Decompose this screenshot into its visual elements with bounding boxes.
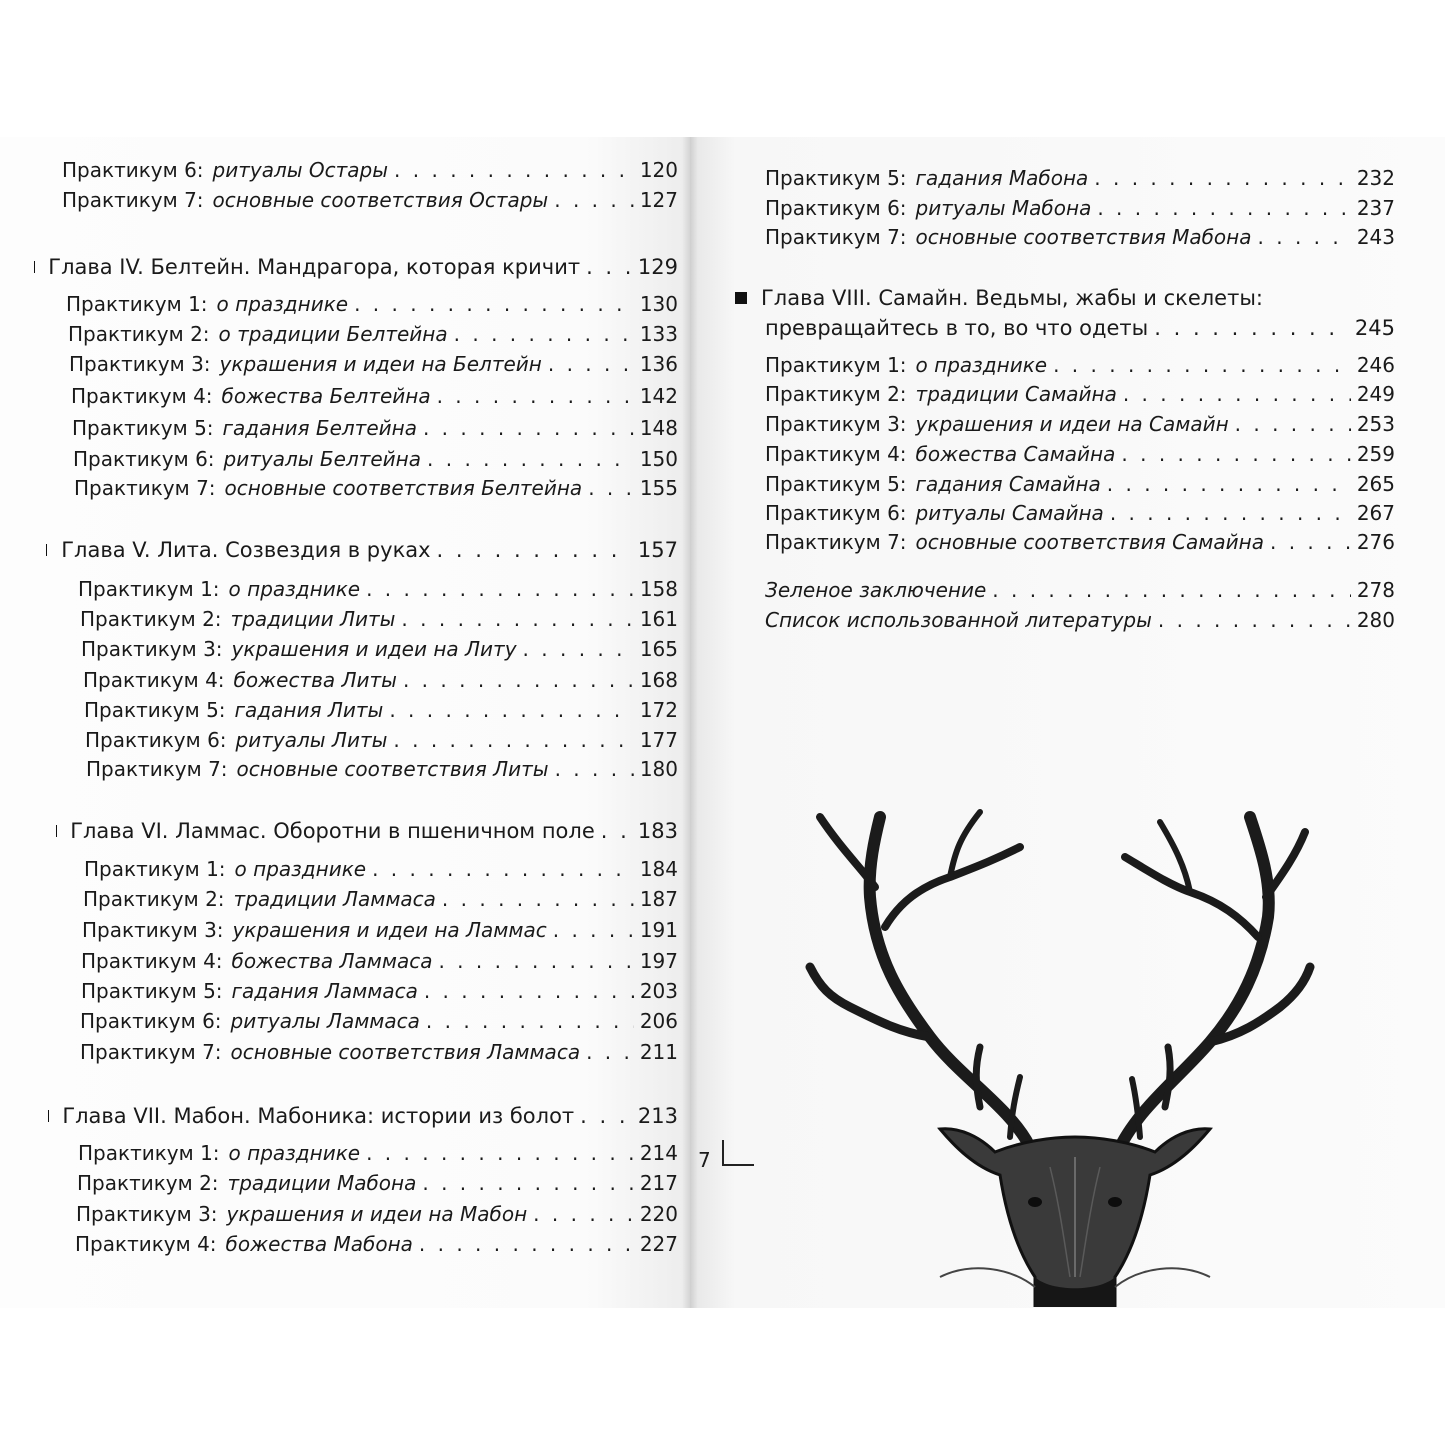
dot-leader — [601, 818, 632, 844]
entry-label: Практикум 2: — [77, 1171, 219, 1195]
entry-page-number: 142 — [639, 384, 678, 408]
entry-page-number: 249 — [1356, 382, 1395, 406]
entry-page-number: 184 — [639, 857, 678, 881]
entry-label: Практикум 2: — [83, 887, 225, 911]
entry-page-number: 227 — [639, 1232, 678, 1256]
toc-entry — [83, 667, 678, 693]
chapter-title: Глава VI. Ламмас. Оборотни в пшеничном поле — [70, 819, 595, 843]
entry-title: о традиции Белтейна — [218, 322, 448, 346]
entry-page-number: 276 — [1356, 530, 1395, 554]
entry-page-number: 136 — [639, 352, 678, 376]
dot-leader — [548, 351, 634, 377]
right-page — [690, 137, 1445, 1308]
chapter-heading-continued — [765, 315, 1395, 341]
entry-page-number: 267 — [1356, 501, 1395, 525]
chapter-title: Глава IV. Белтейн. Мандрагора, которая кричит — [48, 255, 581, 279]
entry-title: о празднике — [915, 353, 1048, 377]
entry-title: ритуалы Белтейна — [223, 447, 422, 471]
dot-leader — [354, 291, 634, 317]
entry-label: Практикум 6: — [80, 1009, 222, 1033]
dot-leader — [992, 577, 1351, 603]
dot-leader — [437, 537, 632, 563]
toc-entry — [69, 351, 678, 377]
dot-leader — [427, 446, 634, 472]
toc-entry — [71, 383, 678, 409]
entry-title: гадания Литы — [234, 698, 384, 722]
folio-mark — [722, 1140, 754, 1166]
entry-page-number: 243 — [1356, 225, 1395, 249]
entry-label: Практикум 7: — [86, 757, 228, 781]
toc-entry — [765, 441, 1395, 467]
entry-label: Практикум 3: — [76, 1202, 218, 1226]
chapter-heading — [34, 254, 678, 280]
dot-leader — [394, 157, 634, 183]
entry-label: Практикум 1: — [765, 353, 907, 377]
entry-label: Практикум 2: — [68, 322, 210, 346]
toc-entry — [765, 577, 1395, 603]
entry-title: Список использованной литературы — [765, 608, 1152, 632]
toc-entry — [73, 446, 678, 472]
entry-title: традиции Литы — [230, 607, 396, 631]
chapter-heading — [735, 285, 1263, 311]
toc-entry — [765, 529, 1395, 555]
toc-entry — [75, 1231, 678, 1257]
chapter-page-number: 245 — [1354, 316, 1395, 340]
dot-leader — [1235, 411, 1351, 437]
dot-leader — [1270, 529, 1351, 555]
deer-head-illustration — [780, 807, 1340, 1307]
entry-title: божества Самайна — [915, 442, 1116, 466]
entry-title: божества Литы — [233, 668, 397, 692]
entry-label: Практикум 4: — [75, 1232, 217, 1256]
entry-page-number: 187 — [639, 887, 678, 911]
entry-title: о празднике — [234, 857, 367, 881]
entry-page-number: 217 — [639, 1171, 678, 1195]
chapter-page-number: 213 — [637, 1104, 678, 1128]
entry-label: Практикум 3: — [69, 352, 211, 376]
chapter-title: Глава V. Лита. Созвездия в руках — [61, 538, 431, 562]
entry-title: ритуалы Мабона — [915, 196, 1092, 220]
entry-page-number: 161 — [639, 607, 678, 631]
entry-label: Практикум 6: — [85, 728, 227, 752]
toc-entry — [62, 187, 678, 213]
toc-entry — [68, 321, 678, 347]
dot-leader — [586, 1039, 634, 1065]
entry-title: о празднике — [228, 577, 361, 601]
toc-entry — [82, 917, 678, 943]
dot-leader — [555, 756, 634, 782]
entry-page-number: 148 — [639, 416, 678, 440]
entry-title: ритуалы Самайна — [915, 501, 1104, 525]
toc-entry — [765, 381, 1395, 407]
dot-leader — [454, 321, 634, 347]
chapter-heading — [48, 1103, 678, 1129]
toc-entry — [72, 415, 678, 441]
dot-leader — [403, 667, 634, 693]
entry-title: основные соответствия Литы — [236, 757, 549, 781]
entry-title: традиции Ламмаса — [233, 887, 436, 911]
dot-leader — [1094, 165, 1351, 191]
entry-page-number: 280 — [1356, 608, 1395, 632]
entry-title: гадания Мабона — [915, 166, 1089, 190]
toc-entry — [765, 195, 1395, 221]
chapter-title: Глава VIII. Самайн. Ведьмы, жабы и скелеты: — [761, 286, 1263, 310]
entry-label: Практикум 1: — [66, 292, 208, 316]
entry-label: Практикум 6: — [73, 447, 215, 471]
dot-leader — [1154, 315, 1349, 341]
dot-leader — [533, 1201, 634, 1227]
entry-label: Практикум 5: — [84, 698, 226, 722]
entry-title: основные соответствия Мабона — [915, 225, 1252, 249]
entry-label: Практикум 1: — [84, 857, 226, 881]
dot-leader — [442, 886, 634, 912]
dot-leader — [553, 917, 634, 943]
entry-page-number: 278 — [1356, 578, 1395, 602]
toc-entry — [765, 471, 1395, 497]
toc-entry — [765, 165, 1395, 191]
dot-leader — [580, 1103, 632, 1129]
page-number: 7 — [698, 1148, 711, 1172]
entry-label: Практикум 5: — [81, 979, 223, 1003]
entry-label: Практикум 6: — [765, 196, 907, 220]
dot-leader — [1053, 352, 1351, 378]
entry-page-number: 165 — [639, 637, 678, 661]
entry-label: Практикум 5: — [72, 416, 214, 440]
entry-title: божества Мабона — [225, 1232, 413, 1256]
entry-page-number: 220 — [639, 1202, 678, 1226]
dot-leader — [423, 415, 634, 441]
toc-entry — [81, 636, 678, 662]
entry-page-number: 130 — [639, 292, 678, 316]
toc-entry — [78, 576, 678, 602]
dot-leader — [1107, 471, 1351, 497]
entry-page-number: 120 — [639, 158, 678, 182]
entry-label: Практикум 7: — [62, 188, 204, 212]
entry-page-number: 133 — [639, 322, 678, 346]
entry-title: основные соответствия Остары — [212, 188, 549, 212]
entry-label: Практикум 5: — [765, 166, 907, 190]
entry-page-number: 197 — [639, 949, 678, 973]
entry-title: божества Белтейна — [221, 384, 431, 408]
entry-label: Практикум 3: — [765, 412, 907, 436]
toc-entry — [78, 1140, 678, 1166]
toc-entry — [80, 1008, 678, 1034]
entry-title: традиции Мабона — [227, 1171, 417, 1195]
entry-title: украшения и идеи на Белтейн — [219, 352, 542, 376]
entry-page-number: 191 — [639, 918, 678, 942]
entry-page-number: 232 — [1356, 166, 1395, 190]
entry-page-number: 168 — [639, 668, 678, 692]
square-bullet-icon — [735, 292, 747, 304]
entry-title: о празднике — [228, 1141, 361, 1165]
entry-title: украшения и идеи на Литу — [231, 637, 517, 661]
toc-entry — [81, 948, 678, 974]
entry-page-number: 172 — [639, 698, 678, 722]
entry-title: о празднике — [216, 292, 349, 316]
entry-label: Практикум 7: — [80, 1040, 222, 1064]
entry-title: основные соответствия Ламмаса — [230, 1040, 581, 1064]
entry-title: украшения и идеи на Мабон — [226, 1202, 528, 1226]
entry-page-number: 177 — [639, 728, 678, 752]
entry-title: ритуалы Литы — [235, 728, 388, 752]
dot-leader — [393, 727, 633, 753]
dot-leader — [372, 856, 634, 882]
toc-entry — [765, 607, 1395, 633]
entry-label: Практикум 7: — [765, 225, 907, 249]
entry-page-number: 203 — [639, 979, 678, 1003]
entry-page-number: 265 — [1356, 472, 1395, 496]
entry-page-number: 253 — [1356, 412, 1395, 436]
entry-title: основные соответствия Самайна — [915, 530, 1264, 554]
dot-leader — [554, 187, 634, 213]
entry-label: Практикум 3: — [82, 918, 224, 942]
entry-title: гадания Самайна — [915, 472, 1101, 496]
entry-page-number: 206 — [639, 1009, 678, 1033]
toc-entry — [765, 500, 1395, 526]
entry-label: Практикум 7: — [765, 530, 907, 554]
entry-title: гадания Ламмаса — [231, 979, 418, 1003]
entry-title: божества Ламмаса — [231, 949, 433, 973]
entry-label: Практикум 4: — [71, 384, 213, 408]
entry-page-number: 180 — [639, 757, 678, 781]
entry-title: Зеленое заключение — [765, 578, 987, 602]
entry-label: Практикум 2: — [80, 607, 222, 631]
entry-page-number: 127 — [639, 188, 678, 212]
entry-label: Практикум 1: — [78, 1141, 220, 1165]
entry-label: Практикум 5: — [765, 472, 907, 496]
entry-title: гадания Белтейна — [222, 416, 417, 440]
toc-entry — [83, 886, 678, 912]
dot-leader — [366, 576, 634, 602]
entry-page-number: 237 — [1356, 196, 1395, 220]
entry-page-number: 155 — [639, 476, 678, 500]
dot-leader — [366, 1140, 634, 1166]
entry-page-number: 214 — [639, 1141, 678, 1165]
toc-entry — [66, 291, 678, 317]
entry-label: Практикум 6: — [765, 501, 907, 525]
toc-entry — [85, 727, 678, 753]
dot-leader — [424, 978, 634, 1004]
dot-leader — [1110, 500, 1351, 526]
toc-entry — [765, 352, 1395, 378]
chapter-heading — [56, 818, 678, 844]
dot-leader — [426, 1008, 634, 1034]
toc-entry — [80, 1039, 678, 1065]
dot-leader — [419, 1231, 634, 1257]
toc-entry — [74, 475, 678, 501]
dot-leader — [1121, 441, 1350, 467]
toc-entry — [62, 157, 678, 183]
entry-label: Практикум 2: — [765, 382, 907, 406]
entry-title: украшения и идеи на Самайн — [915, 412, 1229, 436]
toc-entry — [84, 856, 678, 882]
toc-entry — [76, 1201, 678, 1227]
toc-entry — [765, 224, 1395, 250]
entry-label: Практикум 1: — [78, 577, 220, 601]
entry-title: ритуалы Остары — [212, 158, 389, 182]
dot-leader — [437, 383, 634, 409]
square-bullet-icon — [46, 544, 47, 556]
dot-leader — [1097, 195, 1350, 221]
entry-label: Практикум 4: — [83, 668, 225, 692]
toc-entry — [81, 978, 678, 1004]
chapter-page-number: 183 — [637, 819, 678, 843]
toc-entry — [86, 756, 678, 782]
dot-leader — [588, 475, 634, 501]
dot-leader — [586, 254, 632, 280]
chapter-title-continued: превращайтесь в то, во что одеты — [765, 316, 1149, 340]
chapter-page-number: 129 — [637, 255, 678, 279]
entry-label: Практикум 6: — [62, 158, 204, 182]
dot-leader — [438, 948, 633, 974]
dot-leader — [523, 636, 634, 662]
entry-title: ритуалы Ламмаса — [230, 1009, 420, 1033]
dot-leader — [389, 697, 633, 723]
dot-leader — [401, 606, 633, 632]
dot-leader — [1258, 224, 1351, 250]
entry-page-number: 259 — [1356, 442, 1395, 466]
entry-title: традиции Самайна — [915, 382, 1117, 406]
entry-title: украшения и идеи на Ламмас — [232, 918, 547, 942]
dot-leader — [422, 1170, 633, 1196]
dot-leader — [1123, 381, 1351, 407]
toc-entry — [765, 411, 1395, 437]
entry-page-number: 158 — [639, 577, 678, 601]
chapter-title: Глава VII. Мабон. Мабоника: истории из болот — [62, 1104, 575, 1128]
toc-entry — [77, 1170, 678, 1196]
entry-label: Практикум 3: — [81, 637, 223, 661]
entry-label: Практикум 7: — [74, 476, 216, 500]
entry-page-number: 246 — [1356, 353, 1395, 377]
dot-leader — [1158, 607, 1351, 633]
entry-page-number: 211 — [639, 1040, 678, 1064]
entry-label: Практикум 4: — [81, 949, 223, 973]
chapter-page-number: 157 — [637, 538, 678, 562]
book-gutter — [682, 137, 698, 1308]
chapter-heading — [46, 537, 678, 563]
entry-page-number: 150 — [639, 447, 678, 471]
entry-title: основные соответствия Белтейна — [224, 476, 583, 500]
toc-entry — [84, 697, 678, 723]
entry-label: Практикум 4: — [765, 442, 907, 466]
toc-entry — [80, 606, 678, 632]
